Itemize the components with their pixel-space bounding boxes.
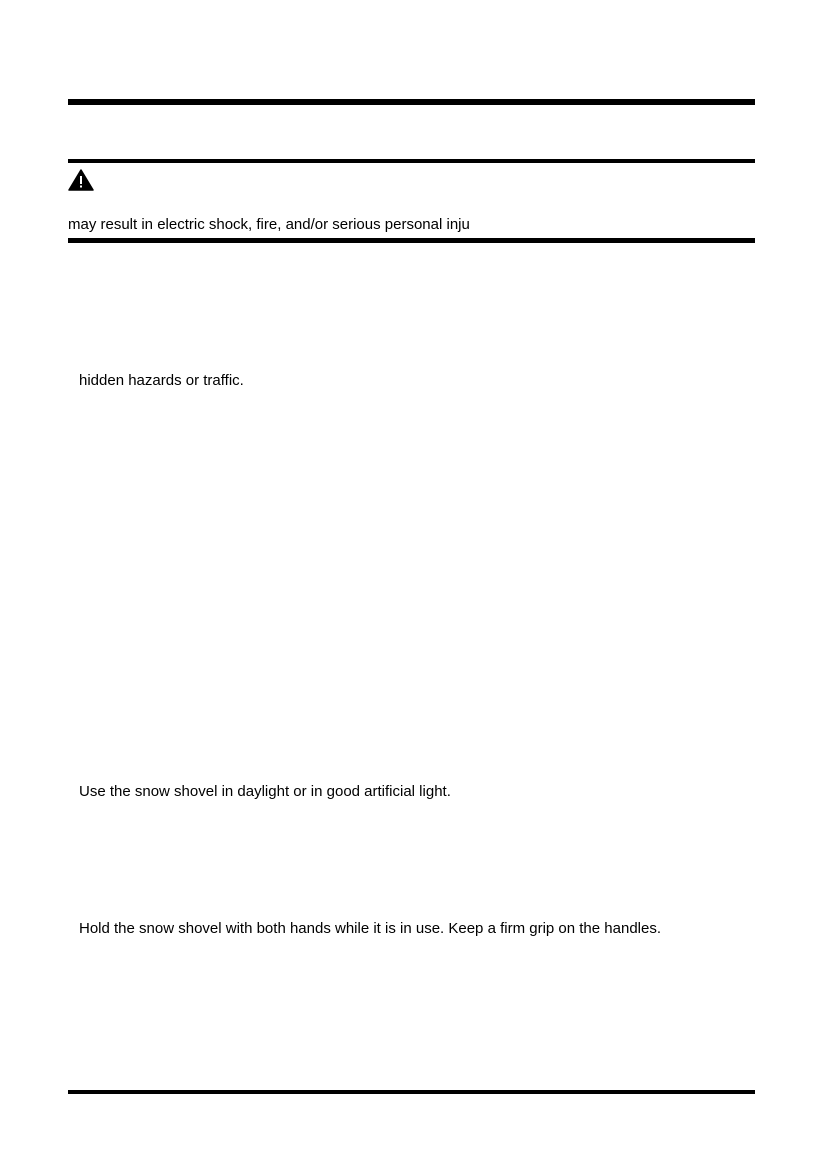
safety-item-hidden-hazards: hidden hazards or traffic. [79, 372, 244, 389]
warning-triangle-icon [68, 169, 94, 191]
warning-box-bottom-rule [68, 238, 755, 243]
footer-rule [68, 1090, 755, 1094]
warning-text: may result in electric shock, fire, and/or serious personal inju [68, 216, 470, 233]
header-rule [68, 99, 755, 105]
safety-item-lighting: Use the snow shovel in daylight or in good artificial light. [79, 783, 451, 800]
warning-box-top-rule [68, 159, 755, 163]
safety-item-grip: Hold the snow shovel with both hands while it is in use. Keep a firm grip on the handles. [79, 920, 661, 937]
